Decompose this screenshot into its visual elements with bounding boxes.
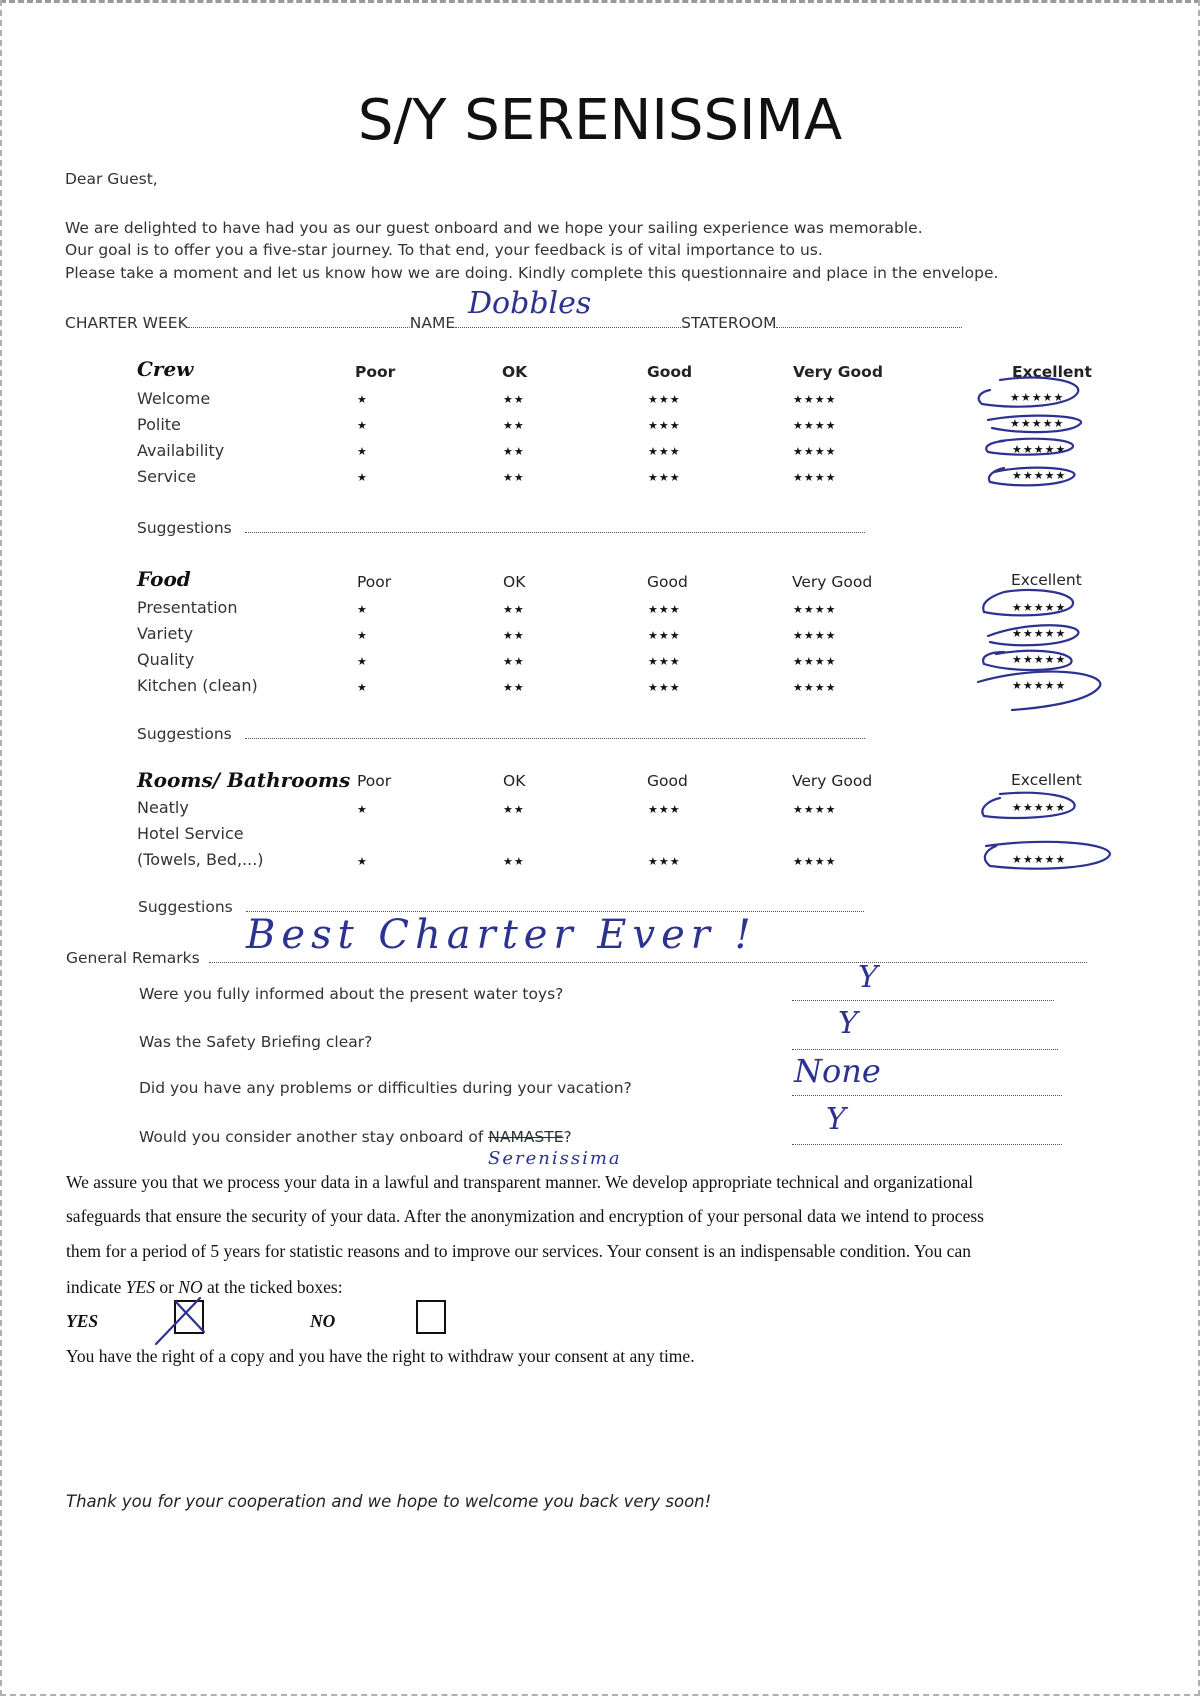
star-2[interactable]: ★★ xyxy=(503,655,525,668)
star-5[interactable]: ★★★★★ xyxy=(1012,469,1067,482)
privacy-line-3: them for a period of 5 years for statistic reasons and to improve our services. Your consent is an indispensable condition. You can xyxy=(66,1241,971,1261)
star-1[interactable]: ★ xyxy=(357,655,368,668)
star-3[interactable]: ★★★ xyxy=(648,681,681,694)
food-col-very-good: Very Good xyxy=(792,573,873,591)
food-col-ok: OK xyxy=(503,573,526,591)
name-label: NAME xyxy=(409,314,456,332)
star-5[interactable]: ★★★★★ xyxy=(1012,601,1067,614)
charter-week-label: CHARTER WEEK xyxy=(65,314,188,332)
privacy-line-2: safeguards that ensure the security of your data. After the anonymization and encryption of your personal data we intend to process xyxy=(66,1206,984,1226)
star-1[interactable]: ★ xyxy=(357,603,368,616)
star-5[interactable]: ★★★★★ xyxy=(1012,443,1067,456)
rooms-col-poor: Poor xyxy=(357,772,392,790)
star-4[interactable]: ★★★★ xyxy=(793,681,837,694)
privacy-line-4-a: indicate xyxy=(66,1277,126,1297)
star-1[interactable]: ★ xyxy=(357,393,368,406)
star-4[interactable]: ★★★★ xyxy=(793,803,837,816)
crew-item-polite: Polite xyxy=(137,415,181,434)
privacy-line-4 xyxy=(66,1277,343,1298)
food-suggestions-field[interactable] xyxy=(137,724,865,743)
star-3[interactable]: ★★★ xyxy=(648,655,681,668)
rooms-suggestions-label: Suggestions xyxy=(138,898,233,916)
crew-heading: Crew xyxy=(137,357,194,381)
star-4[interactable]: ★★★★ xyxy=(793,655,837,668)
question-4 xyxy=(139,1128,572,1146)
star-3[interactable]: ★★★ xyxy=(648,471,681,484)
star-4[interactable]: ★★★★ xyxy=(793,471,837,484)
question-4-correction: Serenissima xyxy=(488,1148,622,1169)
star-2[interactable]: ★★ xyxy=(503,681,525,694)
star-3[interactable]: ★★★ xyxy=(648,803,681,816)
star-2[interactable]: ★★ xyxy=(503,855,525,868)
intro-line-2: Our goal is to offer you a five-star journey. To that end, your feedback is of vital importance to us. xyxy=(65,241,823,259)
scan-edge-top xyxy=(0,0,1200,4)
star-2[interactable]: ★★ xyxy=(503,629,525,642)
star-3[interactable]: ★★★ xyxy=(648,445,681,458)
answer-3-handwritten: None xyxy=(794,1052,881,1090)
rooms-col-good: Good xyxy=(647,772,688,790)
star-5[interactable]: ★★★★★ xyxy=(1010,417,1065,430)
stateroom-label: STATEROOM xyxy=(681,314,777,332)
general-remarks-label: General Remarks xyxy=(66,949,200,967)
consent-no-checkbox[interactable] xyxy=(416,1300,446,1334)
food-suggestions-line xyxy=(245,724,865,739)
answer-1-field[interactable] xyxy=(792,986,1054,1005)
star-4[interactable]: ★★★★ xyxy=(793,445,837,458)
name-handwritten: Dobbles xyxy=(468,286,592,321)
food-col-good: Good xyxy=(647,573,688,591)
food-item-kitchen: Kitchen (clean) xyxy=(137,676,258,695)
crew-item-welcome: Welcome xyxy=(137,389,211,408)
privacy-line-4-no: NO xyxy=(178,1277,203,1297)
crew-col-poor: Poor xyxy=(355,363,396,381)
star-2[interactable]: ★★ xyxy=(503,603,525,616)
question-3: Did you have any problems or difficulties during your vacation? xyxy=(139,1079,632,1097)
star-2[interactable]: ★★ xyxy=(503,419,525,432)
star-1[interactable]: ★ xyxy=(357,855,368,868)
question-4-end: ? xyxy=(563,1128,572,1146)
greeting: Dear Guest, xyxy=(65,170,158,188)
rooms-col-very-good: Very Good xyxy=(792,772,873,790)
food-item-presentation: Presentation xyxy=(137,598,238,617)
crew-col-excellent: Excellent xyxy=(1012,363,1092,381)
answer-2-handwritten: Y xyxy=(838,1006,858,1041)
rooms-col-excellent: Excellent xyxy=(1011,771,1082,789)
question-4-text: Would you consider another stay onboard of xyxy=(139,1128,489,1146)
star-1[interactable]: ★ xyxy=(357,471,368,484)
star-3[interactable]: ★★★ xyxy=(648,419,681,432)
star-3[interactable]: ★★★ xyxy=(648,393,681,406)
food-col-poor: Poor xyxy=(357,573,392,591)
consent-yes-checkbox[interactable] xyxy=(174,1300,204,1334)
food-item-variety: Variety xyxy=(137,624,194,643)
privacy-line-4-or: or xyxy=(154,1277,179,1297)
rooms-suggestions-line xyxy=(246,897,864,912)
rooms-item-neatly: Neatly xyxy=(137,798,189,817)
rights-text: You have the right of a copy and you have the right to withdraw your consent at any time. xyxy=(66,1346,695,1366)
star-5[interactable]: ★★★★★ xyxy=(1012,627,1067,640)
stateroom-dotted-line xyxy=(776,313,962,328)
food-col-excellent: Excellent xyxy=(1011,571,1082,589)
rooms-item-hotel-service: Hotel Service xyxy=(137,824,244,843)
star-4[interactable]: ★★★★ xyxy=(793,393,837,406)
question-2: Was the Safety Briefing clear? xyxy=(139,1033,373,1051)
answer-2-line xyxy=(792,1035,1058,1050)
answer-1-line xyxy=(792,986,1054,1001)
privacy-line-1: We assure you that we process your data in a lawful and transparent manner. We develop appropriate technical and organizational xyxy=(66,1172,974,1192)
star-4[interactable]: ★★★★ xyxy=(793,603,837,616)
star-2[interactable]: ★★ xyxy=(503,393,525,406)
star-1[interactable]: ★ xyxy=(357,445,368,458)
star-2[interactable]: ★★ xyxy=(503,471,525,484)
privacy-line-4-yes: YES xyxy=(125,1277,155,1297)
star-3[interactable]: ★★★ xyxy=(648,603,681,616)
star-4[interactable]: ★★★★ xyxy=(793,629,837,642)
crew-col-ok: OK xyxy=(502,363,528,381)
food-heading: Food xyxy=(137,567,191,591)
star-3[interactable]: ★★★ xyxy=(648,855,681,868)
crew-col-very-good: Very Good xyxy=(793,363,883,381)
star-5[interactable]: ★★★★★ xyxy=(1012,653,1067,666)
intro-line-1: We are delighted to have had you as our guest onboard and we hope your sailing experience was memorable. xyxy=(65,219,923,237)
star-5[interactable]: ★★★★★ xyxy=(1012,853,1067,866)
charter-week-dotted-line xyxy=(188,313,410,328)
star-1[interactable]: ★ xyxy=(357,681,368,694)
star-4[interactable]: ★★★★ xyxy=(793,855,837,868)
star-1[interactable]: ★ xyxy=(357,803,368,816)
star-2[interactable]: ★★ xyxy=(503,445,525,458)
page-title: S/Y SERENISSIMA xyxy=(357,88,843,153)
crew-item-availability: Availability xyxy=(137,441,225,460)
scan-edge-left xyxy=(0,0,3,1696)
consent-yes-label: YES xyxy=(66,1311,99,1331)
question-4-struck-name: NAMASTE xyxy=(488,1128,564,1146)
star-5[interactable]: ★★★★★ xyxy=(1012,679,1067,692)
star-5[interactable]: ★★★★★ xyxy=(1010,391,1065,404)
thank-you-text: Thank you for your cooperation and we hope to welcome you back very soon! xyxy=(66,1492,712,1511)
general-remarks-handwritten: Best Charter Ever ! xyxy=(246,912,757,958)
rooms-col-ok: OK xyxy=(503,772,526,790)
food-item-quality: Quality xyxy=(137,650,195,669)
food-suggestions-label: Suggestions xyxy=(137,725,232,743)
crew-suggestions-field[interactable] xyxy=(137,518,865,537)
intro-line-3: Please take a moment and let us know how we are doing. Kindly complete this questionnaire and place in the envelope. xyxy=(65,264,999,282)
rooms-item-towels-bed: (Towels, Bed,...) xyxy=(137,850,264,869)
rooms-heading: Rooms/ Bathrooms xyxy=(137,768,351,792)
question-1: Were you fully informed about the present water toys? xyxy=(139,985,564,1003)
star-2[interactable]: ★★ xyxy=(503,803,525,816)
star-1[interactable]: ★ xyxy=(357,419,368,432)
star-5[interactable]: ★★★★★ xyxy=(1012,801,1067,814)
crew-suggestions-label: Suggestions xyxy=(137,519,232,537)
privacy-line-4-b: at the ticked boxes: xyxy=(202,1277,343,1297)
crew-item-service: Service xyxy=(137,467,197,486)
star-3[interactable]: ★★★ xyxy=(648,629,681,642)
star-1[interactable]: ★ xyxy=(357,629,368,642)
answer-4-handwritten: Y xyxy=(826,1102,846,1137)
scan-edge-bottom xyxy=(0,1692,1200,1696)
crew-suggestions-line xyxy=(245,518,865,533)
star-4[interactable]: ★★★★ xyxy=(793,419,837,432)
consent-no-label: NO xyxy=(310,1311,336,1331)
answer-1-handwritten: Y xyxy=(858,960,878,995)
crew-col-good: Good xyxy=(647,363,693,381)
